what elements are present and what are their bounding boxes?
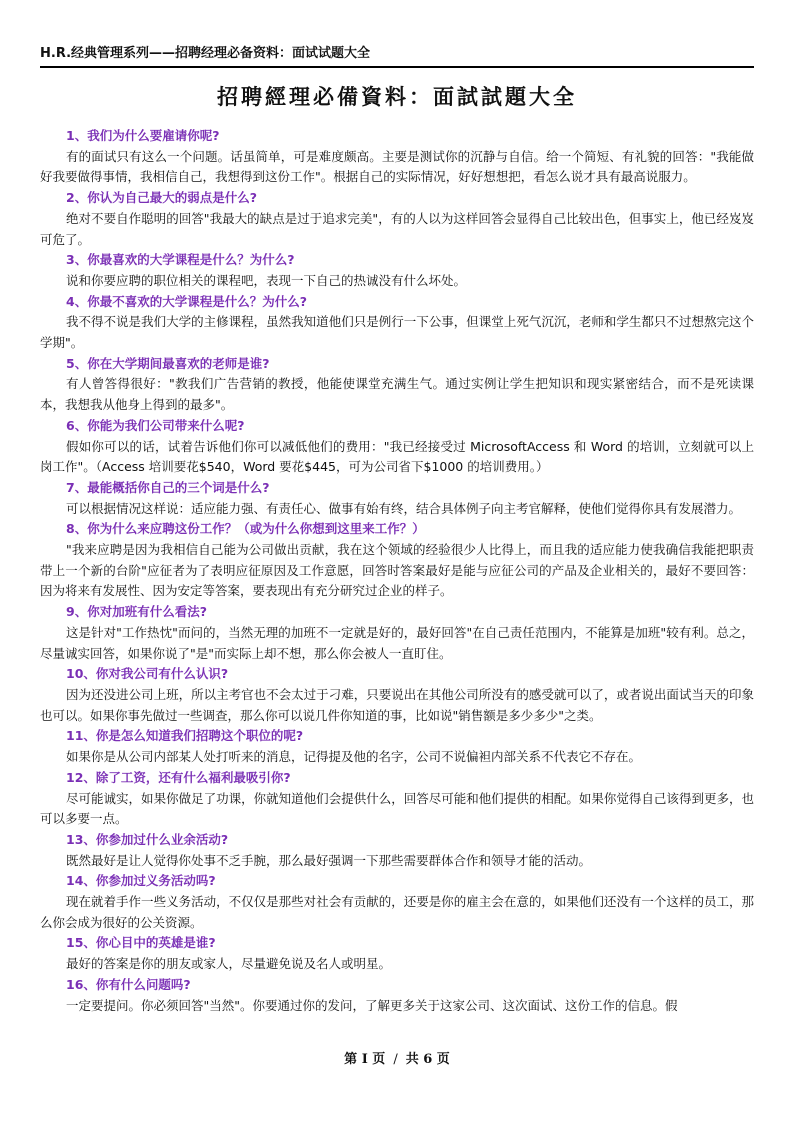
- qa-item: [40, 871, 754, 933]
- answer-text: 如果你是从公司内部某人处打听来的消息，记得提及他的名字，公司不说偏袒内部关系不代表它不存在。: [66, 749, 642, 765]
- qa-item: [40, 416, 754, 478]
- qa-item: [40, 830, 754, 871]
- question-heading: 16、你有什么问题吗?: [66, 976, 191, 992]
- answer-text: 因为还没进公司上班，所以主考官也不会太过于刁难，只要说出在其他公司所没有的感受就可以了，或者说出面试当天的印象也可以。如果你事先做过一些调查，那么你可以说几件你知道的事，比如说"销售额是多少多少"之类。: [40, 686, 754, 723]
- question-heading: 3、你最喜欢的大学课程是什么？为什么?: [66, 252, 295, 268]
- question-heading: 15、你心目中的英雄是谁?: [66, 935, 216, 951]
- qa-item: [40, 250, 754, 291]
- question-heading: 6、你能为我们公司带来什么呢?: [66, 417, 245, 433]
- answer-text: 这是针对"工作热忱"而问的，当然无理的加班不一定就是好的，最好回答"在自己责任范围内，不能算是加班"较有利。总之，尽量诚实回答，如果你说了"是"而实际上却不想，那么你会被人一直盯住。: [40, 624, 754, 661]
- question-heading: 7、最能概括你自己的三个词是什么?: [66, 479, 270, 495]
- answer-text: 有人曾答得很好："教我们广告营销的教授，他能使课堂充满生气。通过实例让学生把知识和现实紧密结合，而不是死读课本，我想我从他身上得到的最多"。: [40, 376, 754, 413]
- qa-item: [40, 478, 754, 519]
- question-heading: 10、你对我公司有什么认识?: [66, 666, 229, 682]
- qa-item: [40, 975, 754, 1016]
- question-heading: 8、你为什么来应聘这份工作？（或为什么你想到这里来工作？）: [66, 521, 425, 537]
- page-footer: [0, 1050, 794, 1070]
- question-heading: 12、除了工资，还有什么福利最吸引你?: [66, 769, 291, 785]
- question-heading: 4、你最不喜欢的大学课程是什么？为什么?: [66, 293, 307, 309]
- document-title: 招聘經理必備資料：面試試題大全: [217, 84, 577, 109]
- answer-text: 一定要提问。你必须回答"当然"。你要通过你的发问，了解更多关于这家公司、这次面试、这份工作的信息。假: [66, 997, 678, 1013]
- page-number: 第 I 页: [344, 1052, 386, 1067]
- running-header: H.R.经典管理系列——招聘经理必备资料：面试试题大全: [40, 44, 754, 68]
- answer-text: 假如你可以的话，试着告诉他们你可以减低他们的费用："我已经接受过 MicrosoftAccess 和 Word 的培训，立刻就可以上岗工作"。（Access 培训要花$540，Word 要花$445，可为公司省下$1000 的培训费用。）: [40, 438, 754, 475]
- answer-text: 现在就着手作一些义务活动，不仅仅是那些对社会有贡献的，还要是你的雇主会在意的，如果他们还没有一个这样的员工，那么你会成为很好的公关资源。: [40, 894, 754, 930]
- question-heading: 5、你在大学期间最喜欢的老师是谁?: [66, 355, 270, 371]
- answer-text: 可以根据情况这样说：适应能力强、有责任心、做事有始有终，结合具体例子向主考官解释，使他们觉得你具有发展潜力。: [66, 500, 742, 516]
- answer-text: 既然最好是让人觉得你处事不乏手腕，那么最好强调一下那些需要群体合作和领导才能的活动。: [66, 852, 592, 868]
- answer-text: 有的面试只有这么一个问题。话虽简单，可是难度颇高。主要是测试你的沉静与自信。给一个简短、有礼貌的回答："我能做好我要做得事情，我相信自己，我想得到这份工作"。根据自己的实际情况，好好想想把，看怎么说才具有最高说服力。: [40, 148, 754, 185]
- qa-item: [40, 768, 754, 830]
- qa-item: [40, 933, 754, 974]
- qa-item: [40, 519, 754, 602]
- question-heading: 13、你参加过什么业余活动?: [66, 831, 229, 847]
- question-heading: 11、你是怎么知道我们招聘这个职位的呢?: [66, 728, 304, 744]
- qa-item: [40, 726, 754, 767]
- question-heading: 1、我们为什么要雇请你呢?: [66, 128, 220, 143]
- answer-text: 尽可能诚实，如果你做足了功课，你就知道他们会提供什么，回答尽可能和他们提供的相配。如果你觉得自己该得到更多，也可以多要一点。: [40, 790, 754, 827]
- answer-text: 绝对不要自作聪明的回答"我最大的缺点是过于追求完美"，有的人以为这样回答会显得自己比较出色，但事实上，他已经岌岌可危了。: [40, 210, 754, 247]
- qa-item: [40, 292, 754, 354]
- qa-list: [40, 126, 754, 1016]
- qa-item: [40, 354, 754, 416]
- qa-item: [40, 602, 754, 664]
- answer-text: 说和你要应聘的职位相关的课程吧，表现一下自己的热诚没有什么坏处。: [66, 272, 467, 288]
- question-heading: 14、你参加过义务活动吗?: [66, 873, 216, 889]
- question-heading: 9、你对加班有什么看法?: [66, 604, 207, 620]
- page-total: 共 6 页: [405, 1052, 450, 1067]
- page-separator: /: [393, 1052, 398, 1067]
- question-heading: 2、你认为自己最大的弱点是什么?: [66, 190, 257, 206]
- answer-text: "我来应聘是因为我相信自己能为公司做出贡献，我在这个领域的经验很少人比得上，而且我的适应能力使我确信我能把职责带上一个新的台阶"应征者为了表明应征原因及工作意愿，回答时答案最好是能与应征公司的产品及企业相关的，最好不要回答：因为将来有发展性、因为安定等答案，要表现出有充分研究过企业的样子。: [40, 542, 754, 599]
- qa-item: [40, 188, 754, 250]
- qa-item: [40, 664, 754, 726]
- qa-item: [40, 126, 754, 188]
- answer-text: 最好的答案是你的朋友或家人，尽量避免说及名人或明星。: [66, 956, 392, 972]
- answer-text: 我不得不说是我们大学的主修课程，虽然我知道他们只是例行一下公事，但课堂上死气沉沉，老师和学生都只不过想熬完这个学期"。: [40, 314, 754, 351]
